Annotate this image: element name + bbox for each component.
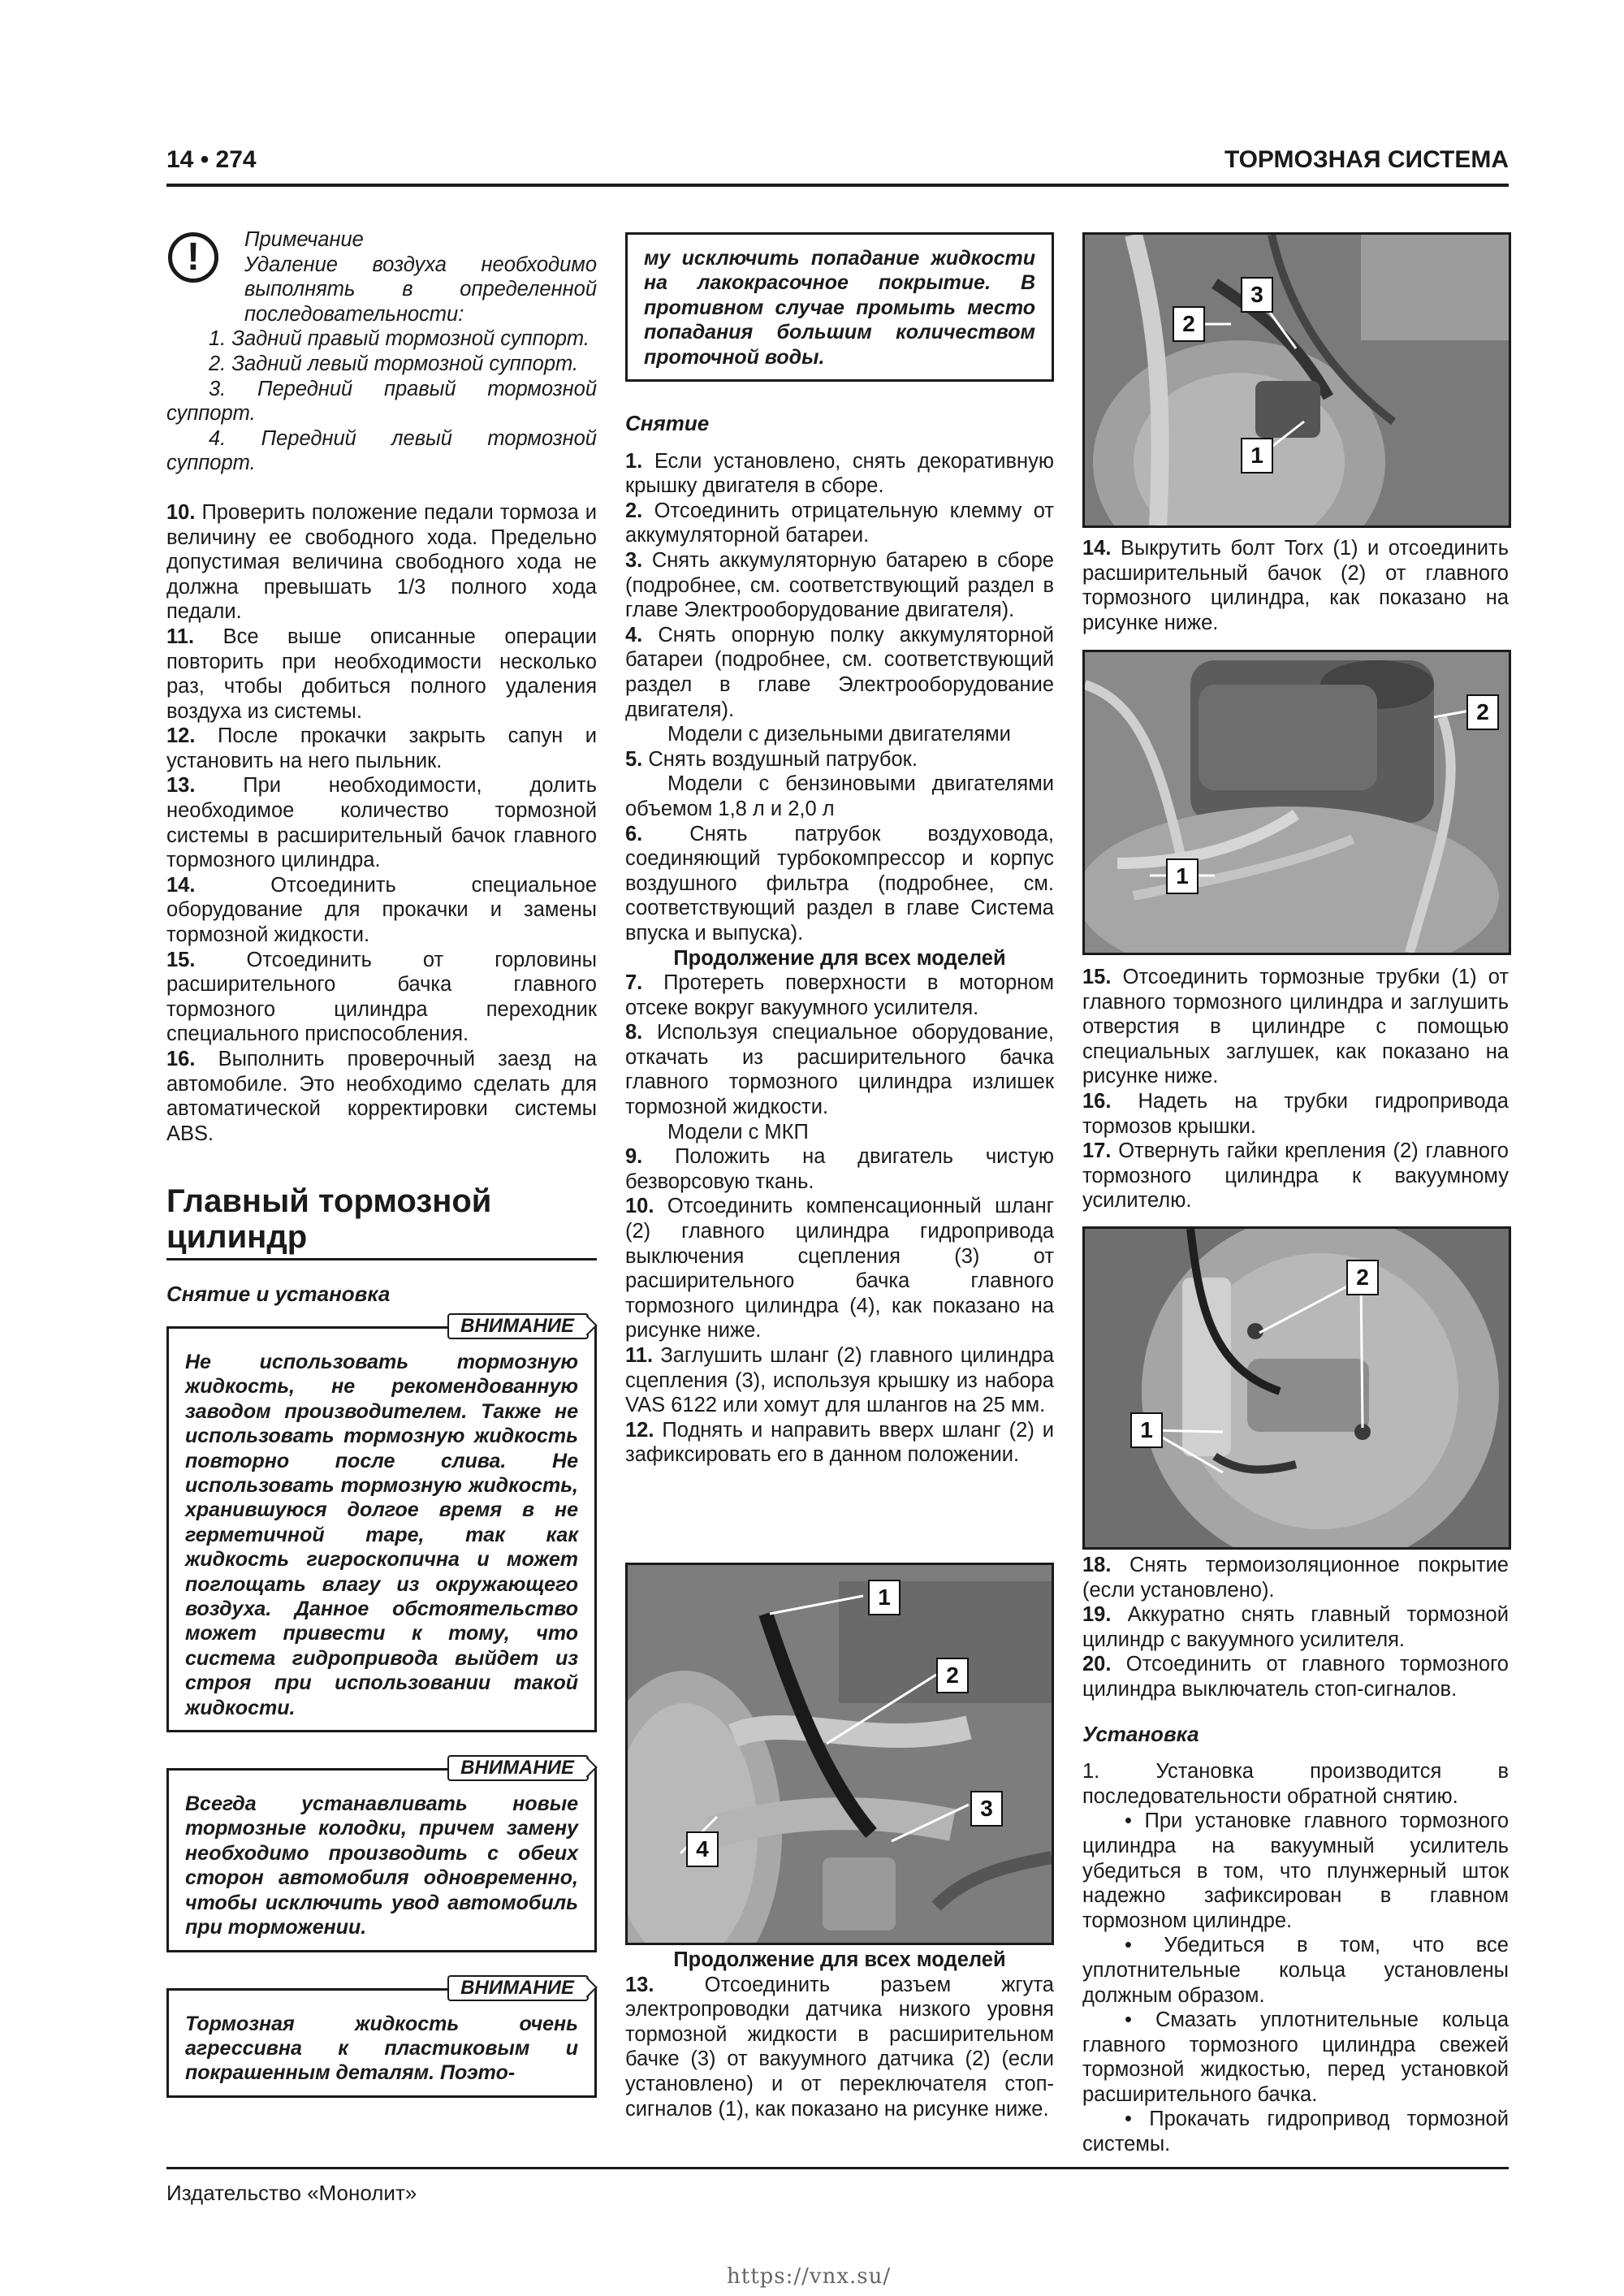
footer-rule <box>166 2167 1509 2169</box>
step: 15. Отсоединить от горловины расширительного бачка главного тормозного цилиндра переходник специального приспособления. <box>166 948 597 1046</box>
warning-continued: му исключить попадание жидкости на лакокрасочное покрытие. В противном случае промыть место попадания большим количеством проточной воды. <box>625 232 1054 382</box>
warning-label: ВНИМАНИЕ <box>447 1313 589 1339</box>
photo-clutch-hose-drawing <box>628 1565 1052 1943</box>
callout-label: 2 <box>1346 1260 1379 1295</box>
warning-label: ВНИМАНИЕ <box>447 1755 589 1781</box>
step: 4. Снять опорную полку аккумуляторной батареи (подробнее, см. соответствующий раздел в главе Электрооборудование двигателя). <box>625 623 1054 721</box>
photo-master-cylinder-drawing <box>1085 1229 1509 1547</box>
step: 17. Отвернуть гайки крепления (2) главного тормозного цилиндра к вакуумному усилителю. <box>1082 1139 1509 1213</box>
step: 5. Снять воздушный патрубок. <box>625 747 918 771</box>
section-title-line1: Главный тормозной <box>166 1183 492 1220</box>
section-rule <box>166 1258 597 1260</box>
exclamation-icon: ! <box>168 232 218 283</box>
left-steps <box>166 500 597 1146</box>
callout-label: 3 <box>1241 277 1273 313</box>
note-box <box>166 227 597 476</box>
watermark-link[interactable]: https://vnx.su/ <box>727 2264 892 2289</box>
callout-label: 3 <box>970 1791 1003 1827</box>
petrol-label: Модели с бензиновыми двигателями объемом 1,8 л и 2,0 л <box>625 772 1054 820</box>
photo-reservoir-bolt-drawing <box>1085 235 1509 525</box>
step: 18. Снять термоизоляционное покрытие (если установлено). <box>1082 1554 1509 1602</box>
mkp-label: Модели с МКП <box>667 1120 809 1144</box>
callout-label: 2 <box>1466 694 1499 730</box>
step: 12. Поднять и направить вверх шланг (2) и зафиксировать его в данном положении. <box>625 1418 1055 1467</box>
section-heading <box>166 1183 597 1260</box>
photo-clutch-hose <box>625 1563 1054 1945</box>
step: 13. При необходимости, долить необходимое количество тормозной системы в расширительный бачок главного тормозного цилиндра. <box>166 774 597 872</box>
note-item: 2. Задний левый тормозной суппорт. <box>209 352 579 375</box>
callout-label: 4 <box>686 1831 719 1867</box>
step: 11. Заглушить шланг (2) главного цилиндра сцепления (3), используя крышку из набора VAS 6122 или хомут для шлангов на 25 мм. <box>625 1344 1055 1417</box>
chapter-title: ТОРМОЗНАЯ СИСТЕМА <box>1224 146 1509 173</box>
step: 8. Используя специальное оборудование, откачать из расширительного бачка главного тормозного цилиндра излишек тормозной жидкости. <box>625 1021 1055 1119</box>
photo-reservoir-bolt <box>1082 232 1511 528</box>
callout-label: 1 <box>1241 438 1273 473</box>
callout-label: 2 <box>936 1658 969 1693</box>
section-title-line2: цилиндр <box>166 1219 308 1256</box>
note-item: 3. Передний правый тормозной суппорт. <box>166 377 597 426</box>
diesel-label: Модели с дизельными двигателями <box>667 723 1011 746</box>
step: 14. Отсоединить специальное оборудование для прокачки и замены тормозной жидкости. <box>166 873 597 947</box>
all-models-label: Продолжение для всех моделей <box>673 946 1006 970</box>
install-bullet: • При установке главного тормозного цилиндра на вакуумный усилитель убедиться в том, что плунжерный шток надежно зафиксирован в главном тормозном цилиндре. <box>1082 1810 1509 1932</box>
step: 6. Снять патрубок воздуховода, соединяющий турбокомпрессор и корпус воздушного фильтра (подробнее, см. соответствующий раздел в главе Система впуска и выпуска). <box>625 822 1055 945</box>
install-bullet: • Прокачать гидропривод тормозной системы. <box>1082 2108 1509 2156</box>
photo-master-cylinder <box>1082 1226 1511 1550</box>
step: 13. Отсоединить разъем жгута электропроводки датчика низкого уровня тормозной жидкости в расширительном бачке (3) от вакуумного датчика (2) (если установлено) и от переключателя стоп-сигналов (1), как показано на рисунке ниже. <box>625 1973 1054 2121</box>
callout-label: 1 <box>1166 858 1199 894</box>
photo-brake-lines-drawing <box>1085 652 1509 953</box>
step: 20. Отсоединить от главного тормозного цилиндра выключатель стоп-сигналов. <box>1082 1653 1509 1701</box>
note-text: Удаление воздуха необходимо выполнять в определенной последовательности: <box>244 253 597 326</box>
callout-label: 2 <box>1173 306 1205 342</box>
install-bullet: • Смазать уплотнительные кольца главного тормозного цилиндра свежей тормозной жидкостью, перед установкой расширительного бачка. <box>1082 2008 1509 2106</box>
publisher: Издательство «Монолит» <box>166 2181 417 2205</box>
install-bullet: • Убедиться в том, что все уплотнительные кольца установлены должным образом. <box>1082 1934 1509 2007</box>
right-steps-a <box>1082 965 1509 1213</box>
warning-block <box>166 1757 597 1952</box>
middle-column-bottom <box>625 1948 1054 2121</box>
header-rule <box>166 184 1509 187</box>
warning-text: Тормозная жидкость очень агрессивна к пластиковым и покрашенным деталям. Поэто- <box>166 1988 597 2098</box>
right-steps-b <box>1082 1553 1509 2157</box>
step: 15. Отсоединить тормозные трубки (1) от главного тормозного цилиндра и заглушить отверстия в цилиндре с помощью специальных заглушек, как показано на рисунке ниже. <box>1082 966 1509 1088</box>
install-title: Установка <box>1082 1721 1199 1746</box>
left-column <box>166 227 597 2098</box>
step: 10. Проверить положение педали тормоза и величину ее свободного хода. Предельно допустимая величина свободного хода не должна превышать 1/3 полного хода педали. <box>166 500 597 624</box>
step: 1. Если установлено, снять декоративную крышку двигателя в сборе. <box>625 449 1054 498</box>
note-item: 4. Передний левый тормозной суппорт. <box>166 426 597 475</box>
callout-label: 1 <box>868 1580 901 1615</box>
step: 3. Снять аккумуляторную батарею в сборе (подробнее, см. соответствующий раздел в главе Электрооборудование двигателя). <box>625 549 1054 622</box>
warning-text: Всегда устанавливать новые тормозные колодки, причем замену необходимо производить с обеих сторон автомобиля одновременно, чтобы исключить увод автомобиль при торможении. <box>166 1768 597 1952</box>
middle-column <box>625 232 1054 1468</box>
removal-title: Снятие <box>625 411 710 436</box>
step: 16. Надеть на трубки гидропривода тормозов крышки. <box>1082 1089 1509 1138</box>
step: 12. После прокачки закрыть сапун и установить на него пыльник. <box>166 724 597 772</box>
step: 16. Выполнить проверочный заезд на автомобиле. Это необходимо сделать для автоматической корректировки системы ABS. <box>166 1048 597 1145</box>
step: 7. Протереть поверхности в моторном отсеке вокруг вакуумного усилителя. <box>625 971 1054 1019</box>
step: 19. Аккуратно снять главный тормозной цилиндр с вакуумного усилителя. <box>1082 1603 1509 1651</box>
subsection-title: Снятие и установка <box>166 1282 391 1307</box>
warning-label: ВНИМАНИЕ <box>447 1975 589 2001</box>
callout-label: 1 <box>1130 1412 1163 1448</box>
step: 10. Отсоединить компенсационный шланг (2) главного цилиндра гидропривода выключения сцепления (3) от расширительного бачка главного тормозного цилиндра (4), как показано на рисунке ниже. <box>625 1195 1055 1343</box>
step: 2. Отсоединить отрицательную клемму от аккумуляторной батареи. <box>625 499 1054 547</box>
page-number: 14 • 274 <box>166 146 257 173</box>
all-models-label-2: Продолжение для всех моделей <box>673 1948 1006 1971</box>
note-item: 1. Задний правый тормозной суппорт. <box>209 327 590 351</box>
right-step-14 <box>1082 536 1509 635</box>
step: 14. Выкрутить болт Torx (1) и отсоединить расширительный бачок (2) от главного тормозного цилиндра, как показано на рисунке ниже. <box>1082 537 1509 634</box>
step: 9. Положить на двигатель чистую безворсовую ткань. <box>625 1145 1054 1193</box>
install-step: 1. Установка производится в последовательности обратной снятию. <box>1082 1760 1509 1808</box>
note-title: Примечание <box>244 228 364 251</box>
photo-brake-lines <box>1082 650 1511 955</box>
warning-text: Не использовать тормозную жидкость, не рекомендованную заводом производителем. Также не использовать тормозную жидкость повторно после слива. Не использовать тормозную жидкость, хранившуюся долгое время в не герметичной таре, так как жидкость гигроскопична и может поглощать влагу из окружающего воздуха. Данное обстоятельство может привести к тому, что система гидропривода выйдет из строя при использовании такой жидкости. <box>166 1326 597 1732</box>
step: 11. Все выше описанные операции повторить при необходимости несколько раз, чтобы добиться полного удаления воздуха из системы. <box>166 625 597 723</box>
warning-block <box>166 1314 597 1732</box>
warning-block <box>166 1976 597 2098</box>
